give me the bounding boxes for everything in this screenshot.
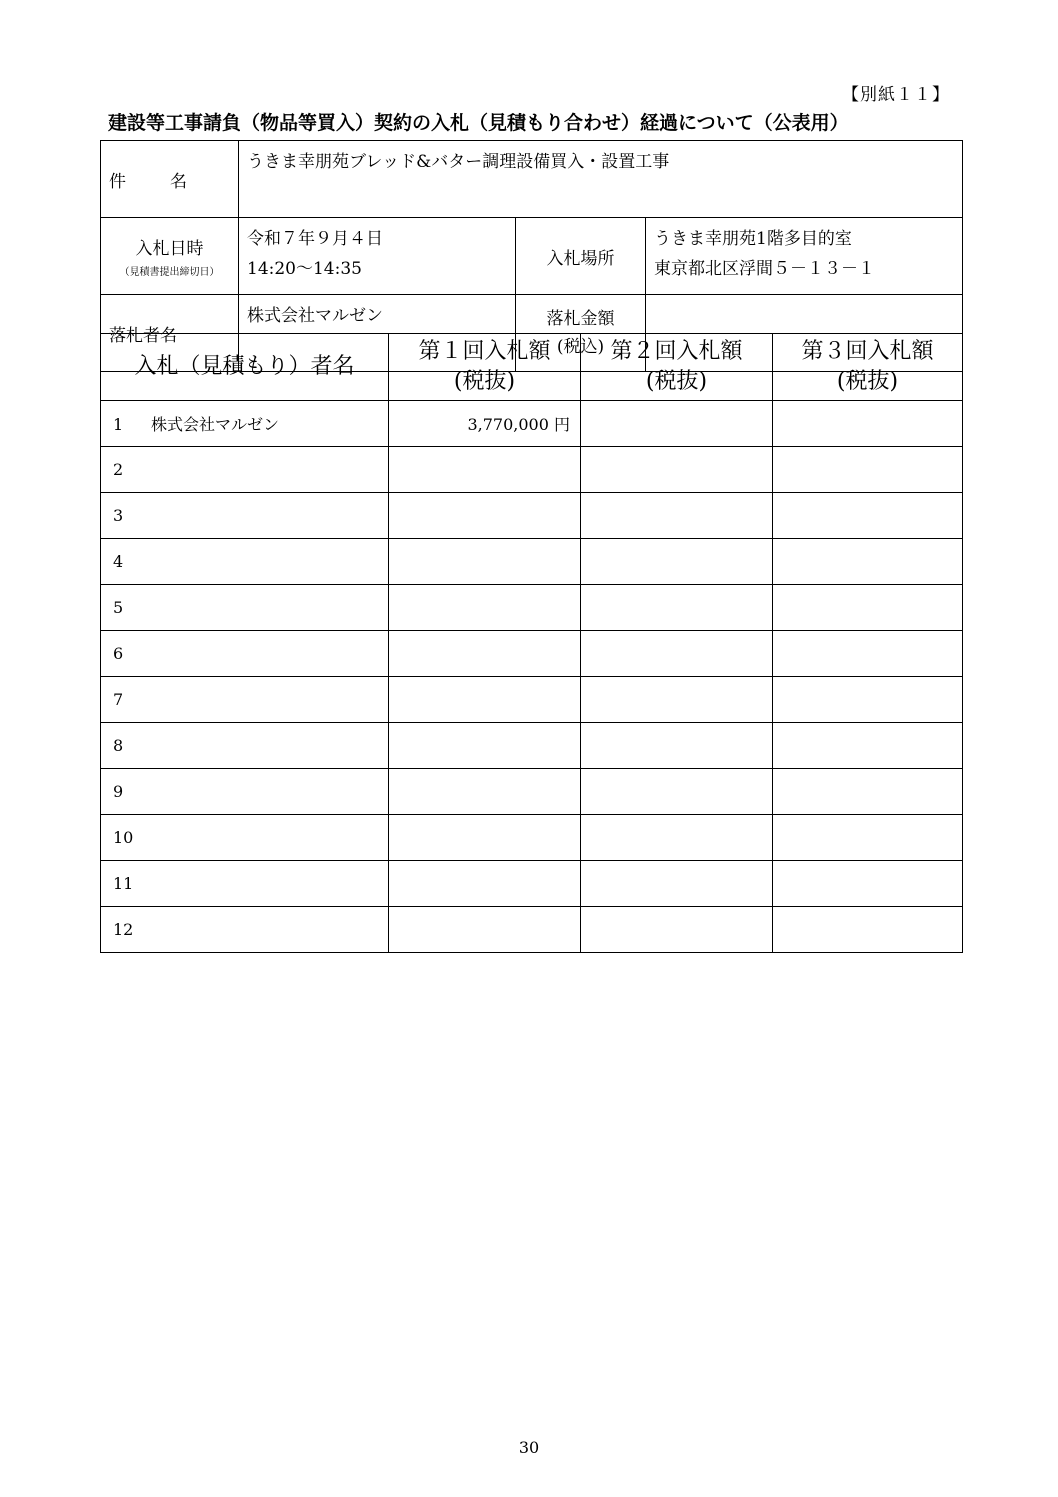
round1-header-line2: (税抜) (453, 369, 516, 394)
subject-row (101, 141, 963, 218)
round3-amount (773, 861, 963, 907)
bidder-cell (101, 815, 389, 861)
round1-amount (389, 723, 581, 769)
bidder-cell (101, 723, 389, 769)
round1-amount: 3,770,000 円 (389, 401, 581, 447)
round2-amount (581, 447, 773, 493)
place-line1: うきま幸朋苑1階多目的室 (654, 229, 852, 249)
round3-amount (773, 677, 963, 723)
table-row (101, 539, 963, 585)
round3-amount (773, 493, 963, 539)
row-number: 10 (113, 828, 134, 847)
round2-amount (581, 677, 773, 723)
place-value-cell (646, 218, 963, 295)
table-row (101, 723, 963, 769)
row-number: 12 (113, 920, 134, 939)
round3-header-line2: (税抜) (836, 369, 899, 394)
table-row (101, 585, 963, 631)
round1-amount (389, 539, 581, 585)
round3-amount (773, 539, 963, 585)
round1-header (389, 334, 581, 401)
round2-amount (581, 493, 773, 539)
row-number: 8 (113, 736, 124, 755)
round2-amount (581, 815, 773, 861)
round1-header-line1: 第１回入札額 (418, 339, 551, 364)
row-number: 1 (113, 415, 124, 434)
round2-amount (581, 723, 773, 769)
date-label-cell (101, 218, 239, 295)
date-line2: 14:20～14:35 (247, 259, 362, 279)
subject-value: うきま幸朋苑ブレッド&バター調理設備買入・設置工事 (239, 141, 963, 218)
round1-amount (389, 907, 581, 953)
bidder-cell (101, 493, 389, 539)
amount-label-line2: (税込) (556, 337, 605, 357)
bidder-cell (101, 401, 389, 447)
bidder-name: 株式会社マルゼン (151, 415, 280, 434)
round3-amount (773, 585, 963, 631)
annex-label: 【別紙１１】 (842, 85, 950, 105)
table-row (101, 815, 963, 861)
round3-amount (773, 815, 963, 861)
winner-label: 落札者名 (101, 295, 239, 372)
round1-amount (389, 769, 581, 815)
row-number: 6 (113, 644, 124, 663)
round1-amount (389, 585, 581, 631)
table-row (101, 907, 963, 953)
round3-amount (773, 723, 963, 769)
winner-value: 株式会社マルゼン (239, 295, 516, 372)
amount-label-line1: 落札金額 (546, 309, 615, 329)
round1-amount (389, 493, 581, 539)
round2-amount (581, 539, 773, 585)
round1-amount (389, 447, 581, 493)
bid-header-row (101, 334, 963, 401)
row-number: 2 (113, 460, 124, 479)
row-number: 5 (113, 598, 124, 617)
round2-amount (581, 861, 773, 907)
table-row (101, 631, 963, 677)
round3-header (773, 334, 963, 401)
table-row (101, 861, 963, 907)
bid-results-table (100, 333, 963, 953)
bidder-cell (101, 861, 389, 907)
round3-amount (773, 907, 963, 953)
table-row (101, 447, 963, 493)
page-number: 30 (518, 1438, 540, 1457)
place-label: 入札場所 (516, 218, 646, 295)
round1-amount (389, 861, 581, 907)
date-line1: 令和７年９月４日 (247, 229, 383, 249)
round2-amount (581, 401, 773, 447)
round2-amount (581, 769, 773, 815)
table-row (101, 677, 963, 723)
round2-amount (581, 907, 773, 953)
subject-label-cell (101, 141, 239, 218)
date-place-row (101, 218, 963, 295)
row-number: 11 (113, 874, 134, 893)
date-sublabel: （見積書提出締切日） (119, 267, 220, 278)
round2-header-line2: (税抜) (645, 369, 708, 394)
table-row (101, 769, 963, 815)
table-row (101, 493, 963, 539)
round1-amount (389, 677, 581, 723)
round2-amount (581, 631, 773, 677)
bidder-cell (101, 539, 389, 585)
bid-rows (101, 401, 963, 953)
round1-amount (389, 815, 581, 861)
bidder-cell (101, 631, 389, 677)
bidder-cell (101, 677, 389, 723)
round3-amount (773, 769, 963, 815)
round3-amount (773, 631, 963, 677)
bidder-cell (101, 907, 389, 953)
table-row (101, 401, 963, 447)
row-number: 3 (113, 506, 124, 525)
row-number: 7 (113, 690, 124, 709)
round3-header-line1: 第３回入札額 (801, 339, 934, 364)
bidder-header: 入札（見積もり）者名 (101, 334, 389, 401)
bidder-cell (101, 447, 389, 493)
round3-amount (773, 401, 963, 447)
round1-amount (389, 631, 581, 677)
place-line2: 東京都北区浮間５－１３－１ (654, 259, 875, 279)
round3-amount (773, 447, 963, 493)
date-value-cell (239, 218, 516, 295)
date-label: 入札日時 (135, 239, 204, 259)
row-number: 4 (113, 552, 124, 571)
document-title: 建設等工事請負（物品等買入）契約の入札（見積もり合わせ）経過について（公表用） (108, 112, 849, 134)
row-number: 9 (113, 782, 124, 801)
bidder-cell (101, 585, 389, 631)
round2-header (581, 334, 773, 401)
round2-header-line1: 第２回入札額 (610, 339, 743, 364)
bidder-cell (101, 769, 389, 815)
subject-label: 件名 (109, 171, 231, 192)
round2-amount (581, 585, 773, 631)
